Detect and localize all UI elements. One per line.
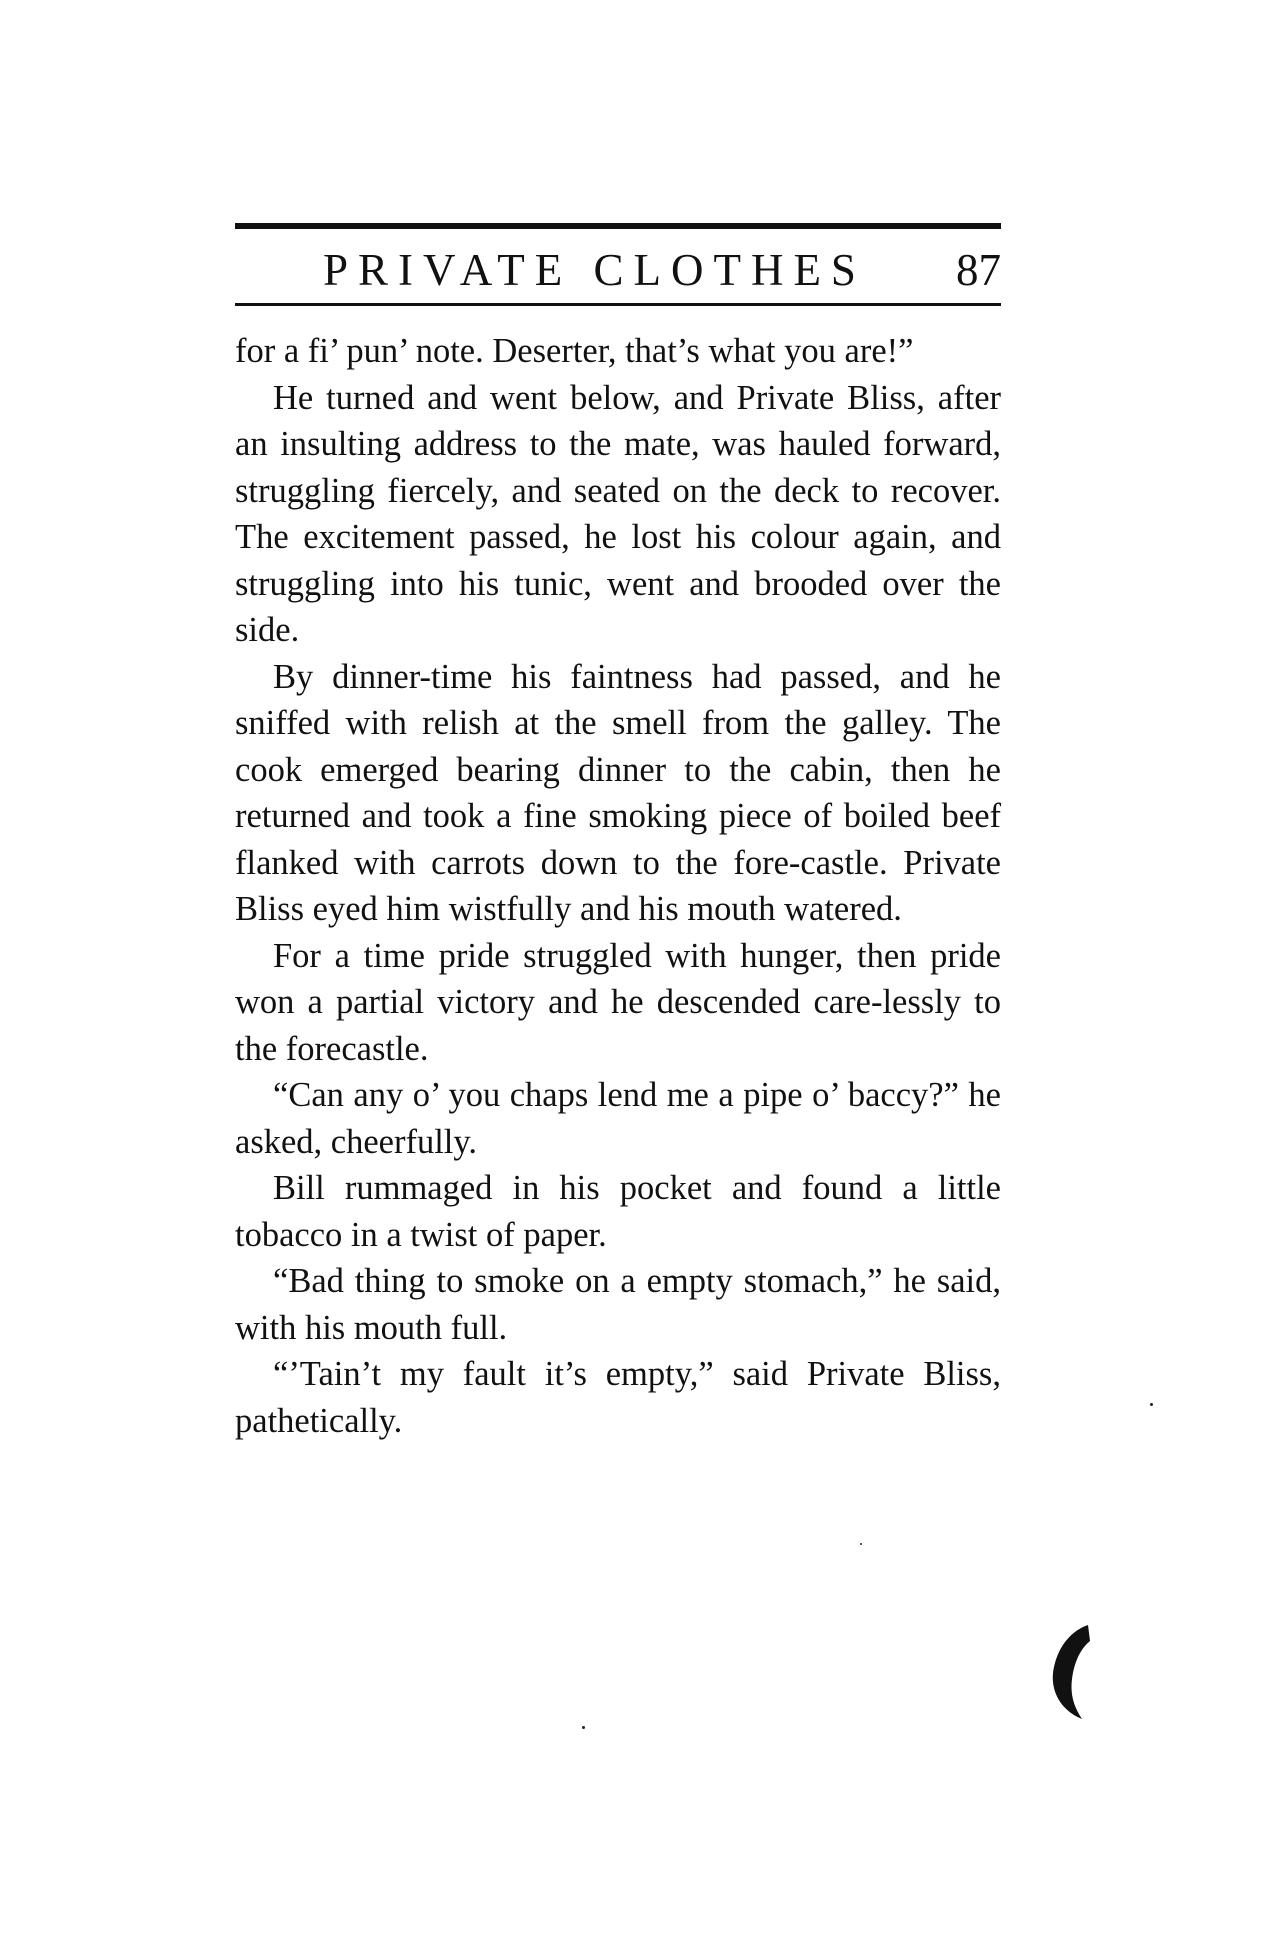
paragraph: For a time pride struggled with hunger, then pride won a partial victory and he descended care-lessly to the forecastle. — [235, 936, 1001, 1068]
paragraph: for a fi’ pun’ note. Deserter, that’s what you are!” — [235, 332, 914, 370]
page-edge-mark — [1048, 1623, 1092, 1721]
paragraph: Bill rummaged in his pocket and found a little tobacco in a twist of paper. — [235, 1169, 1001, 1254]
paragraph: “’Tain’t my fault it’s empty,” said Private Bliss, pathetically. — [235, 1355, 1001, 1440]
running-title: PRIVATE CLOTHES — [323, 245, 866, 295]
scan-speck — [582, 1726, 585, 1729]
paragraph: “Bad thing to smoke on a empty stomach,” he said, with his mouth full. — [235, 1262, 1001, 1347]
paragraph: “Can any o’ you chaps lend me a pipe o’ baccy?” he asked, cheerfully. — [235, 1076, 1001, 1161]
header-rule-bottom — [235, 303, 1001, 306]
scan-speck — [1150, 1403, 1153, 1406]
page-number: 87 — [956, 245, 1001, 295]
paragraph: By dinner-time his faintness had passed, and he sniffed with relish at the smell from the galley. The cook emerged bearing dinner to the cabin, then he returned and took a fine smoking piece of boiled beef flanked with carrots down to the fore-castle. Private Bliss eyed him wistfully and his mouth watered. — [235, 657, 1001, 928]
header-rule-top — [235, 223, 1001, 229]
scan-speck — [860, 1543, 862, 1545]
body-text — [235, 328, 1001, 1444]
paragraph: He turned and went below, and Private Bliss, after an insulting address to the mate, was hauled forward, struggling fiercely, and seated on the deck to recover. The excitement passed, he lost his colour again, and struggling into his tunic, went and brooded over the side. — [235, 378, 1001, 649]
running-head — [235, 240, 1001, 300]
